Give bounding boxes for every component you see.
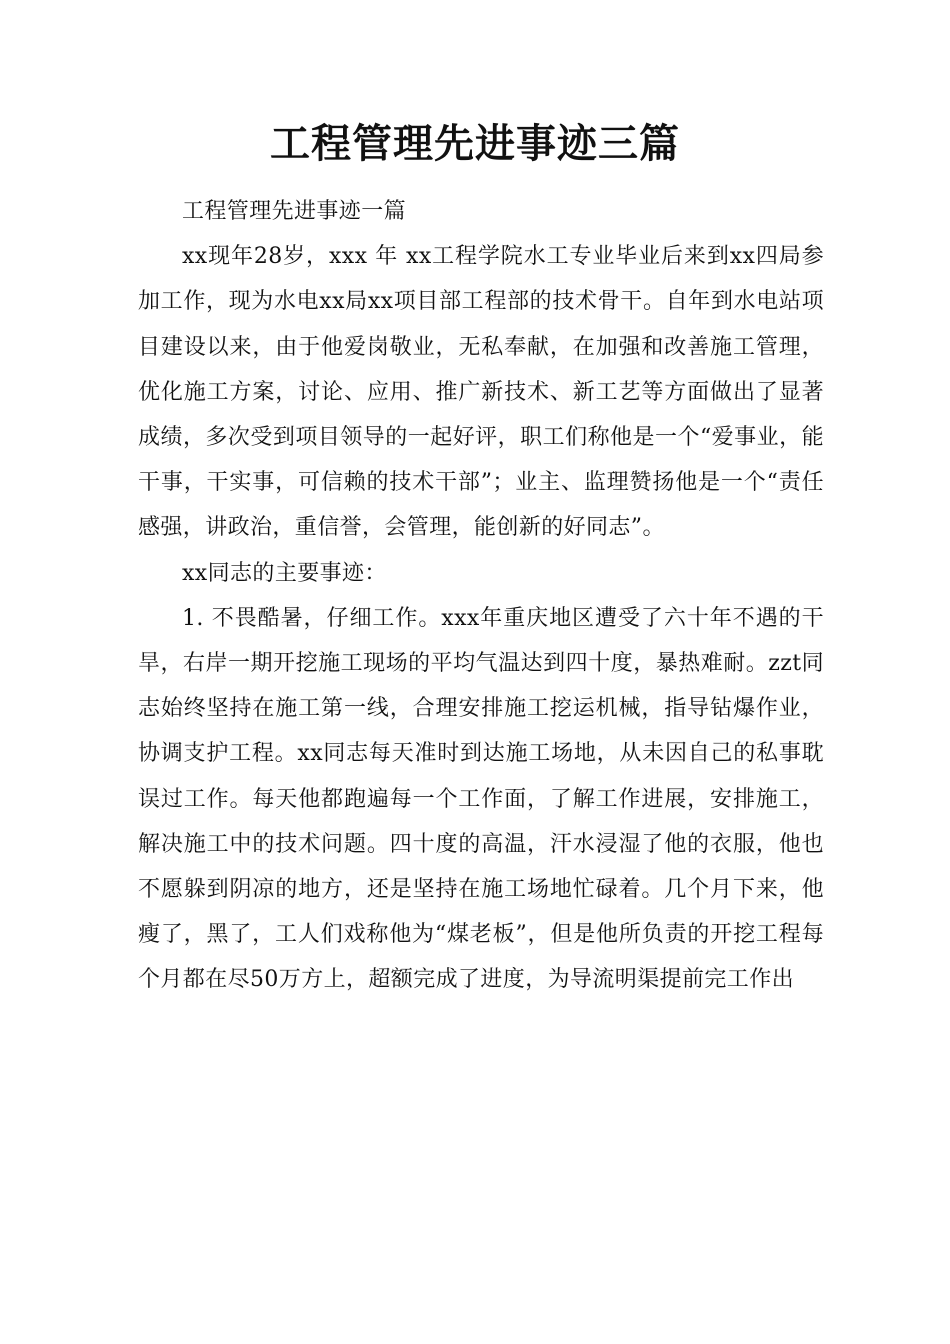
body-paragraph: xx同志的主要事迹： — [182, 560, 387, 586]
section-heading: 工程管理先进事迹一篇 — [182, 199, 407, 224]
document-title: 工程管理先进事迹三篇 — [270, 120, 680, 167]
document-body — [138, 189, 824, 1003]
body-paragraph: xx现年28岁，xxx 年 xx工程学院水工专业毕业后来到xx四局参加工作，现为水电xx局xx项目部工程部的技术骨干。自年到水电站项目建设以来，由于他爱岗敬业，无私奉献，在加强和改善施工管理，优化施工方案，讨论、应用、推广新技术、新工艺等方面做出了显著成绩，多次受到项目领导的一起好评，职工们称他是一个“爱事业，能干事，干实事，可信赖的技术干部”；业主、监理赞扬他是一个“责任感强，讲政治，重信誉，会管理，能创新的好同志”。 — [138, 244, 824, 541]
body-paragraph: 1. 不畏酷暑，仔细工作。xxx年重庆地区遭受了六十年不遇的干旱，右岸一期开挖施工现场的平均气温达到四十度，暴热难耐。zzt同志始终坚持在施工第一线，合理安排施工挖运机械，指导钻爆作业，协调支护工程。xx同志每天准时到达施工场地，从未因自己的私事耽误过工作。每天他都跑遍每一个工作面，了解工作进展，安排施工，解决施工中的技术问题。四十度的高温，汗水浸湿了他的衣服，他也不愿躲到阴凉的地方，还是坚持在施工场地忙碌着。几个月下来，他瘦了，黑了，工人们戏称他为“煤老板”，但是他所负责的开挖工程每个月都在尽50万方上，超额完成了进度，为导流明渠提前完工作出 — [138, 605, 824, 993]
